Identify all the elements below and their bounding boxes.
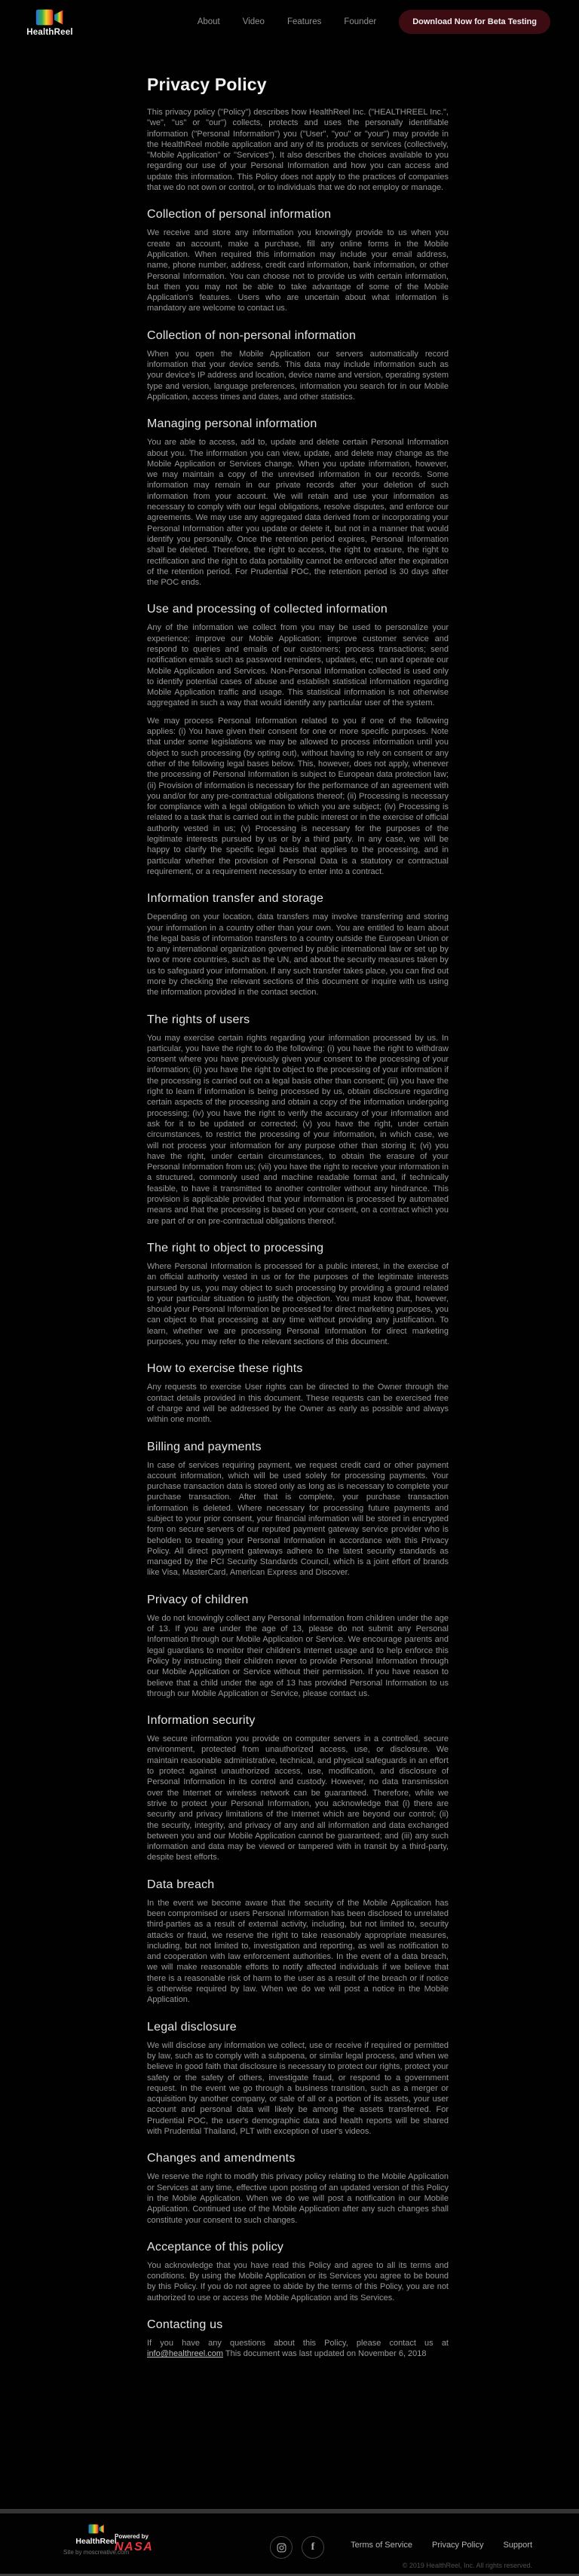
section-paragraph: We do not knowingly collect any Personal Information from children under the age of 13. If you are under the age of 13, please do not submit any Personal Information through our Mobile Application or Service. We encourage parents and legal guardians to monitor their children's Internet usage and to help enforce this Policy by instructing their children never to provide Personal Information through our Mobile Application or Service without their permission. If you have reason to believe that a child under the age of 13 has provided Personal Information to us through our Mobile Application or Service, please contact us.: [147, 1613, 449, 1698]
policy-section: [147, 1592, 449, 1699]
site-footer: [0, 2509, 579, 2576]
policy-section: [147, 2150, 449, 2225]
section-paragraph: We will disclose any information we collect, use or receive if required or permitted by law, such as to comply with a subpoena, or similar legal process, and when we believe in good faith that disclosure is necessary to protect our rights, protect your safety or the safety of others, investigate fraud, or respond to a government request. In the event we go through a business transition, such as a merger or acquisition by another company, or sale of all or a portion of its assets, your user account and personal data will likely be among the assets transferred. For Prudential POC, the user's demographic data and health reports will be shared with Prudential Thailand, PLT with exception of user's videos.: [147, 2040, 449, 2137]
policy-section: [147, 1240, 449, 1347]
section-heading: Information transfer and storage: [147, 892, 324, 906]
healthreel-logo-icon: [87, 2523, 106, 2535]
privacy-policy-page: [147, 44, 449, 2360]
section-paragraph: In case of services requiring payment, we request credit card or other payment account information, which will be used solely for processing payments. Your purchase transaction data is stored only as long as is necessary to complete your purchase transaction. After that is complete, your purchase transaction information is deleted. Where necessary for processing future payments and subject to your prior consent, your financial information will be stored in encrypted form on secure servers of our reputed payment gateway service provider who is beholden to treating your Personal Information in accordance with this Privacy Policy. All direct payment gateways adhere to the latest security standards as managed by the PCI Security Standards Council, which is a joint effort of brands like Visa, MasterCard, American Express and Discover.: [147, 1460, 449, 1578]
section-heading: Information security: [147, 1714, 256, 1728]
social-links: [270, 2536, 324, 2559]
section-heading: How to exercise these rights: [147, 1362, 303, 1376]
section-heading: Contacting us: [147, 2318, 223, 2332]
footer-link-support[interactable]: Support: [503, 2541, 532, 2550]
nav-about[interactable]: About: [197, 17, 220, 26]
contact-text-prefix: If you have any questions about this Policy, please contact us at: [147, 2339, 449, 2348]
section-paragraph: Where Personal Information is processed for a public interest, in the exercise of an official authority vested in us or for the purposes of the legitimate interests pursued by us, you may object to such processing by providing a ground related to your particular situation to justify the objection. You must know that, however, should your Personal Information be processed for direct marketing purposes, you can object to that processing at any time without providing any justification. To learn, whether we are processing Personal Information for direct marketing purposes, you may refer to the relevant sections of this document.: [147, 1261, 449, 1347]
policy-section: [147, 416, 449, 588]
policy-section: [147, 2239, 449, 2303]
policy-sections: [147, 206, 449, 2303]
policy-section: [147, 1439, 449, 1578]
nav-founder[interactable]: Founder: [344, 17, 377, 26]
site-by-credit: Site by moscreative.com: [63, 2549, 130, 2556]
policy-section: [147, 1361, 449, 1425]
policy-section: [147, 328, 449, 402]
intro-paragraph: This privacy policy ("Policy") describes how HealthReel Inc. ("HEALTHREEL Inc.", "we", "us" or "our") collects, protects and uses the personally identifiable information ("Personal Information") you ("User", "you" or "your") may provide in the HealthReel mobile application and any of its products or services (collectively, "Mobile Application" or "Services"). It also describes the choices available to you regarding our use of your Personal Information and how you can access and update this information. This Policy does not apply to the practices of companies that we do not own or control, or to individuals that we do not employ or manage.: [147, 108, 449, 193]
section-heading: Collection of non-personal information: [147, 328, 357, 342]
nav-video[interactable]: Video: [242, 17, 265, 26]
section-paragraph: In the event we become aware that the security of the Mobile Application has been compromised or users Personal Information has been disclosed to unrelated third-parties as a result of external activity, including, but not limited to, security attacks or fraud, we reserve the right to take reasonably appropriate measures, including, but not limited to, investigation and reporting, as well as notification to and cooperation with law enforcement authorities. In the event of a data breach, we will make reasonable efforts to notify affected individuals if we believe that there is a reasonable risk of harm to the user as a result of the breach or if notice is otherwise required by law. When we do we will post a notice in the Mobile Application.: [147, 1898, 449, 2005]
contact-text-suffix: This document was last updated on November 6, 2018: [223, 2349, 427, 2359]
email-link[interactable]: info@healthreel.com: [147, 2349, 224, 2359]
section-paragraph: We may process Personal Information related to you if one of the following applies: (i) You have given their consent for one or more specific purposes. Note that under some legislations we may be allowed to process information until you object to such processing (by opting out), without having to rely on consent or any other of the following legal bases below. This, however, does not apply, whenever the processing of Personal Information is subject to European data protection law; (ii) Provision of information is necessary for the performance of an agreement with you and/or for any pre-contractual obligations thereof; (ii) Processing is necessary for compliance with a legal obligation to which you are subject; (iv) Processing is related to a task that is carried out in the public interest or in the exercise of official authority vested in us; (v) Processing is necessary for the purposes of the legitimate interests pursued by us or by a third party. In any case, we will be happy to clarify the specific legal basis that applies to the processing, and in particular whether the provision of Personal Data is a statutory or contractual requirement, or a requirement necessary to enter into a contract.: [147, 716, 449, 876]
policy-section: [147, 1012, 449, 1227]
contact-paragraph: [147, 2338, 449, 2360]
section-heading: The rights of users: [147, 1013, 250, 1026]
footer-links: [351, 2541, 532, 2550]
healthreel-logo-icon: [34, 8, 66, 27]
section-paragraph: Depending on your location, data transfers may involve transferring and storing your information in a country other than your own. You are entitled to learn about the legal basis of information transfers to a country outside the European Union or to any international organization governed by public international law or set up by two or more countries, such as the UN, and about the security measures taken by us to safeguard your information. If any such transfer takes place, you can find out more by checking the relevant sections of this document or inquire with us using the information provided in the contact section.: [147, 912, 449, 998]
section-heading: Legal disclosure: [147, 2020, 237, 2034]
section-heading: Privacy of children: [147, 1593, 249, 1606]
instagram-icon[interactable]: [270, 2536, 293, 2559]
section-paragraph: When you open the Mobile Application our servers automatically record information that your device sends. This data may include information such as your device's IP address and location, device name and version, operating system type and version, language preferences, information you search for in our Mobile Application, access times and dates, and other statistics.: [147, 349, 449, 402]
section-paragraph: Any requests to exercise User rights can be directed to the Owner through the contact details provided in this document. These requests can be exercised free of charge and will be addressed by the Owner as early as possible and always within one month.: [147, 1383, 449, 1425]
policy-section: [147, 891, 449, 998]
section-heading: Collection of personal information: [147, 208, 332, 222]
footer-link-terms[interactable]: Terms of Service: [351, 2541, 412, 2550]
section-paragraph: We secure information you provide on computer servers in a controlled, secure environment, protected from unauthorized access, use, or disclosure. We maintain reasonable administrative, technical, and physical safeguards in an effort to protect against unauthorized access, use, modification, and disclosure of Personal Information in its control and custody. However, no data transmission over the Internet or wireless network can be guaranteed. Therefore, while we strive to protect your Personal Information, you acknowledge that (i) there are security and privacy limitations of the Internet which are beyond our control; (ii) the security, integrity, and privacy of any and all information and data exchanged between you and our Mobile Application cannot be guaranteed; and (iii) any such information and data may be viewed or tampered with in transit by a third-party, despite best efforts.: [147, 1734, 449, 1862]
copyright-text: © 2019 HealthReel, Inc. All rights reserved.: [402, 2562, 532, 2569]
download-beta-button[interactable]: Download Now for Beta Testing: [399, 10, 550, 34]
logo-text: HealthReel: [26, 27, 73, 37]
logo[interactable]: [21, 8, 78, 37]
section-heading: Data breach: [147, 1878, 215, 1891]
section-paragraph: You acknowledge that you have read this Policy and agree to all its terms and conditions. By using the Mobile Application or its Services you agree to be bound by this Policy. If you do not agree to abide by the terms of this Policy, you are not authorized to use or access the Mobile Application and its Services.: [147, 2260, 449, 2303]
nasa-logo: NASA: [115, 2541, 154, 2553]
section-paragraph: We reserve the right to modify this privacy policy relating to the Mobile Application or Services at any time, effective upon posting of an updated version of this Policy in the Mobile Application. When we do we will post a notification in our Mobile Application. Continued use of the Mobile Application after any such changes shall constitute your consent to such changes.: [147, 2172, 449, 2225]
policy-section: [147, 601, 449, 877]
facebook-icon[interactable]: f: [302, 2536, 324, 2559]
policy-section: [147, 206, 449, 313]
page-title: Privacy Policy: [147, 75, 267, 94]
nav-features[interactable]: Features: [286, 17, 322, 26]
section-heading: Billing and payments: [147, 1440, 262, 1453]
footer-logo-text: HealthReel: [75, 2537, 117, 2546]
section-paragraph: You are able to access, add to, update and delete certain Personal Information about you. The information you can view, update, and delete may change as the Mobile Application or Services change. When you update information, however, we may maintain a copy of the unrevised information in our records. Some information may remain in our private records after your deletion of such information from your account. We will retain and use your information as necessary to comply with our legal obligations, resolve disputes, and enforce our agreements. We may use any aggregated data derived from or incorporating your Personal Information after you update or delete it, but not in a manner that would identify you personally. Once the retention period expires, Personal Information shall be deleted. Therefore, the right to access, the right to erasure, the right to rectification and the right to data portability cannot be enforced after the expiration of the retention period. For Prudential POC, the retention period is 30 days after the POC ends.: [147, 438, 449, 588]
section-heading: Managing personal information: [147, 417, 317, 431]
section-paragraph: Any of the information we collect from you may be used to personalize your experience; improve our Mobile Application; improve customer service and respond to queries and emails of our customers; process transactions; send notification emails such as password reminders, updates, etc; run and operate our Mobile Application and Services. Non-Personal Information collected is used only to identify potential cases of abuse and establish statistical information regarding Mobile Application traffic and usage. This statistical information is not otherwise aggregated in such a way that would identify any particular user of the system.: [147, 623, 449, 708]
section-paragraph: We receive and store any information you knowingly provide to us when you create an account, make a purchase, fill any online forms in the Mobile Application. When required this information may include your email address, name, phone number, address, credit card information, bank information, or other Personal Information. You can choose not to provide us with certain information, but then you may not be able to take advantage of some of the Mobile Application's features. Users who are uncertain about what information is mandatory are welcome to contact us.: [147, 228, 449, 313]
section-heading: Use and processing of collected information: [147, 603, 388, 616]
policy-section: [147, 1877, 449, 2006]
section-heading: The right to object to processing: [147, 1241, 324, 1254]
main-nav: [198, 17, 377, 26]
section-heading: Changes and amendments: [147, 2152, 296, 2165]
section-heading: Acceptance of this policy: [147, 2240, 284, 2254]
site-header: [0, 0, 579, 44]
section-contacting-us: [147, 2317, 449, 2360]
section-paragraph: You may exercise certain rights regarding your information processed by us. In particular, you have the right to do the following: (i) you have the right to withdraw consent where you have previously given your consent to the processing of your information; (ii) you have the right to object to the processing of your information if the processing is carried out on a legal basis other than consent; (iii) you have the right to learn if information is being processed by us, obtain disclosure regarding certain aspects of the processing and obtain a copy of the information undergoing processing; (iv) you have the right to verify the accuracy of your information and ask for it to be updated or corrected; (v) you have the right, under certain circumstances, to restrict the processing of your information, in which case, we will not process your information for any purpose other than storing it; (vi) you have the right, under certain circumstances, to obtain the erasure of your Personal Information from us; (vii) you have the right to receive your information in a structured, commonly used and machine readable format and, if technically feasible, to have it transmitted to another controller without any hindrance. This provision is applicable provided that your information is processed by automated means and that the processing is based on your consent, on a contract which you are part of or on pre-contractual obligations thereof.: [147, 1033, 449, 1226]
footer-link-privacy[interactable]: Privacy Policy: [432, 2541, 484, 2550]
policy-section: [147, 1713, 449, 1863]
powered-by-label: Powered by: [115, 2533, 149, 2540]
policy-section: [147, 2019, 449, 2137]
powered-by: [115, 2533, 153, 2554]
